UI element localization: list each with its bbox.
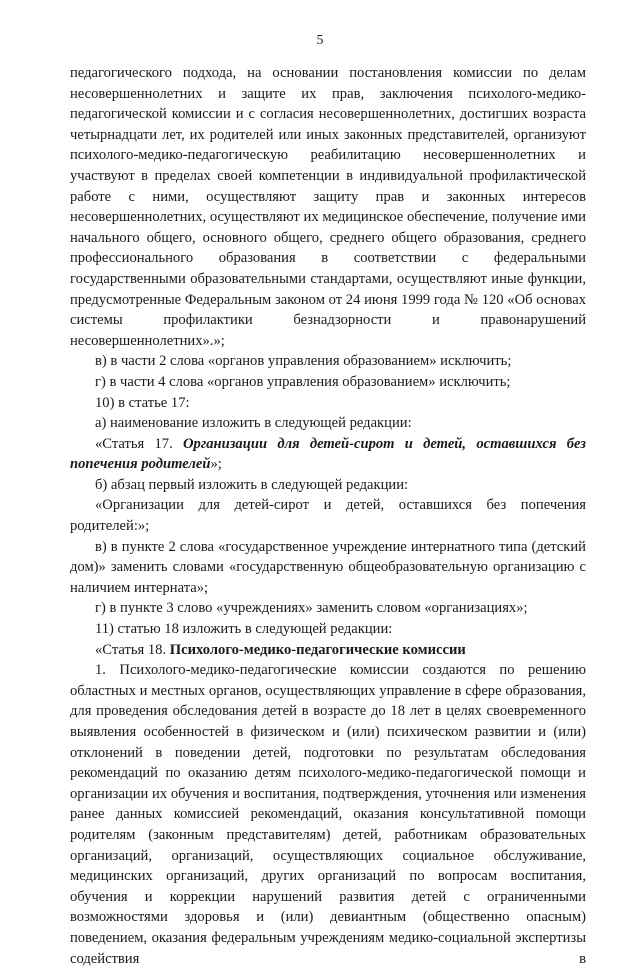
article-17-suffix: »; <box>210 456 222 473</box>
paragraph-continuation: педагогического подхода, на основании постановления комиссии по делам несовершеннолетних и защите их прав, заключения психолого-медико-педагогической комиссии и с согласия несовершеннолетних, достигших возраста четырнадцати лет, их родителей или иных законных представителей, организуют психолого-медико-педагогическую реабилитацию несовершеннолетних и участвуют в пределах своей компетенции в индивидуальной профилактической работе с ними, осуществляют защиту прав и законных интересов несовершеннолетних, осуществляют их медицинское обеспечение, получение ими начального общего, основного общего, среднего общего образования, среднего профессионального образования в соответствии с федеральными государственными образовательными стандартами, осуществляют иные функции, предусмотренные Федеральным законом от 24 июня 1999 года № 120 «Об основах системы профилактики безнадзорности и правонарушений несовершеннолетних».»; <box>70 65 586 349</box>
document-body <box>70 63 586 969</box>
paragraph-item-g: г) в части 4 слова «органов управления образованием» исключить; <box>95 373 511 390</box>
paragraph-item-11: 11) статью 18 изложить в следующей редакции: <box>95 621 393 638</box>
paragraph-quote-organizations: «Организации для детей-сирот и детей, оставшихся без попечения родителей:»; <box>70 497 586 535</box>
paragraph-item-a: а) наименование изложить в следующей редакции: <box>95 415 412 432</box>
paragraph-item-v: в) в части 2 слова «органов управления образованием» исключить; <box>95 353 512 370</box>
page-number: 5 <box>316 32 324 47</box>
paragraph-article-17-title <box>70 434 586 475</box>
paragraph-article-18-title <box>70 640 586 661</box>
paragraph-item-g2: г) в пункте 3 слово «учреждениях» заменить словом «организациях»; <box>95 600 528 617</box>
paragraph-article-18-point-1: 1. Психолого-медико-педагогические комиссии создаются по решению областных и местных органов, осуществляющих управление в сфере образования, для проведения обследования детей в возрасте до 18 лет в целях своевременного выявления особенностей в физическом и (или) психическом развитии и (или) отклонений в поведении детей, подготовки по результатам обследования рекомендаций по оказанию детям психолого-медико-педагогической помощи и организации их обучения и воспитания, подтверждения, уточнения или изменения ранее данных комиссией рекомендаций, оказания консультативной помощи родителям (законным представителям) детей, работникам образовательных организаций, организаций, осуществляющих социальное обслуживание, медицинских организаций, других организаций по вопросам воспитания, обучения и коррекции нарушений развития детей с ограниченными возможностями здоровья и (или) девиантным (общественно опасным) поведением, оказания федеральным учреждениям медико-социальной экспертизы содействия в <box>70 662 586 967</box>
article-17-prefix: «Статья 17. <box>95 435 183 452</box>
paragraph-item-b: б) абзац первый изложить в следующей редакции: <box>95 476 409 493</box>
paragraph-item-10: 10) в статье 17: <box>95 394 190 411</box>
article-18-prefix: «Статья 18. <box>95 641 170 658</box>
article-17-heading: Организации для детей-сирот и детей, оставшихся без попечения родителей <box>70 435 586 473</box>
article-18-heading: Психолого-медико-педагогические комиссии <box>169 641 466 658</box>
paragraph-item-v2: в) в пункте 2 слова «государственное учреждение интернатного типа (детский дом)» заменить словами «государственную общеобразовательную организацию с наличием интерната»; <box>70 538 586 596</box>
